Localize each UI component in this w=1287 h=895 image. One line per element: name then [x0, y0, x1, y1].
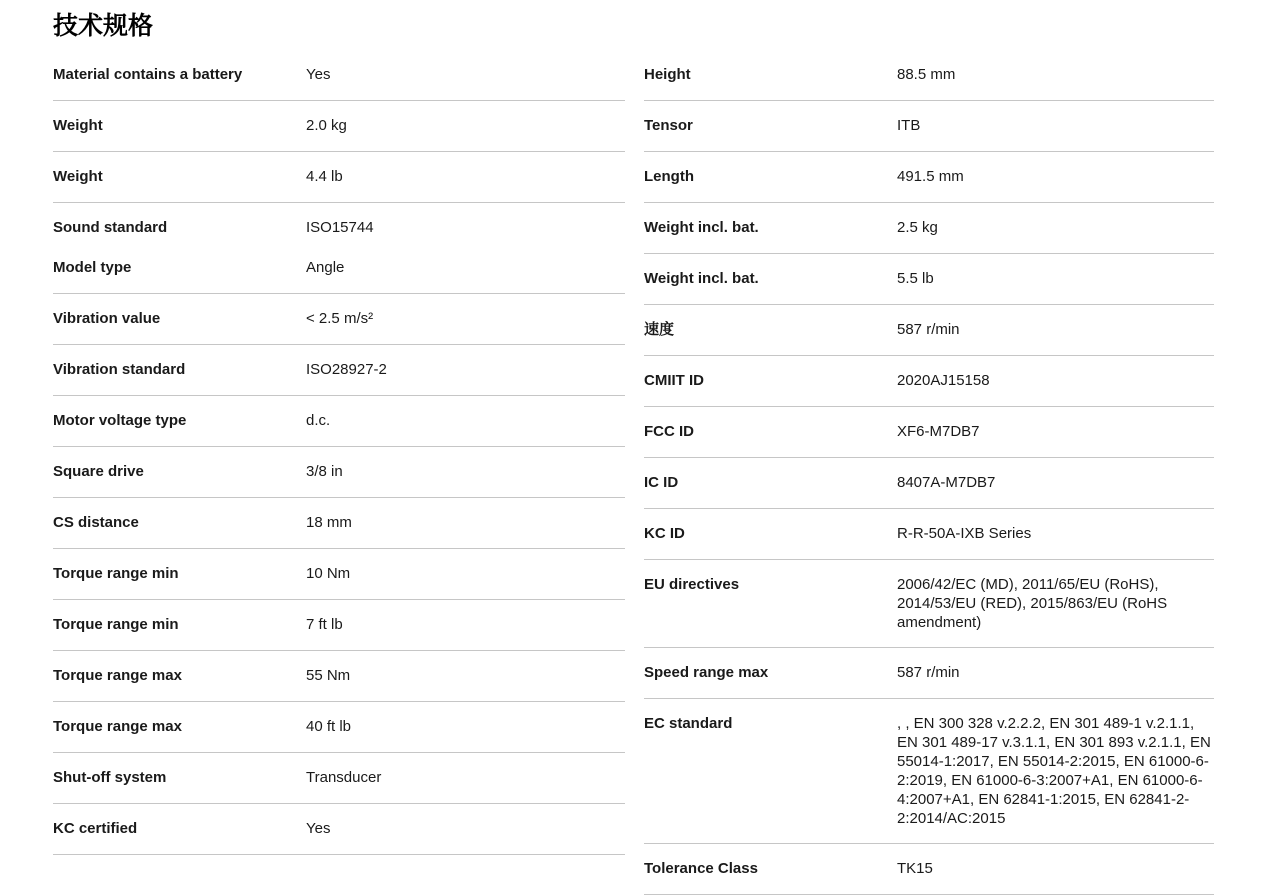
- spec-pair: [53, 258, 625, 278]
- spec-pair: [53, 666, 625, 686]
- spec-label: Weight incl. bat.: [644, 270, 759, 287]
- spec-row: [53, 203, 625, 294]
- spec-pair: [53, 218, 625, 238]
- spec-pair: [53, 411, 625, 431]
- spec-pair: [644, 116, 1214, 136]
- spec-value: ISO28927-2: [306, 361, 387, 378]
- spec-pair: [53, 768, 625, 788]
- spec-value: 7 ft lb: [306, 616, 343, 633]
- spec-row: [53, 345, 625, 396]
- page-title: 技术规格: [53, 12, 154, 40]
- spec-label: Shut-off system: [53, 769, 167, 786]
- spec-grid: [53, 50, 1287, 895]
- spec-row: [644, 699, 1214, 844]
- spec-row: [644, 152, 1214, 203]
- spec-pair: [644, 422, 1214, 442]
- spec-row: [53, 447, 625, 498]
- spec-pair: [53, 513, 625, 533]
- spec-row: [644, 254, 1214, 305]
- spec-label: FCC ID: [644, 423, 694, 440]
- spec-value: 2006/42/EC (MD), 2011/65/EU (RoHS), 2014/53/EU (RED), 2015/863/EU (RoHS amendment): [897, 576, 1168, 631]
- spec-pair: [53, 615, 625, 635]
- spec-table-right: [644, 50, 1214, 895]
- spec-row: [53, 50, 625, 101]
- spec-label: Model type: [53, 259, 132, 276]
- spec-pair: [644, 473, 1214, 493]
- spec-row: [53, 101, 625, 152]
- spec-pair: [53, 360, 625, 380]
- spec-pair: [644, 218, 1214, 238]
- spec-row: [644, 407, 1214, 458]
- spec-row: [53, 396, 625, 447]
- spec-value: TK15: [897, 860, 933, 877]
- spec-row: [644, 509, 1214, 560]
- spec-pair: [644, 65, 1214, 85]
- spec-row: [53, 651, 625, 702]
- spec-pair: [53, 462, 625, 482]
- spec-pair: [53, 65, 625, 85]
- spec-value: 5.5 lb: [897, 270, 934, 287]
- spec-label: CMIIT ID: [644, 372, 704, 389]
- spec-label: CS distance: [53, 514, 139, 531]
- spec-value: d.c.: [306, 412, 331, 429]
- spec-pair: [53, 309, 625, 329]
- spec-value: 2.5 kg: [897, 219, 938, 236]
- spec-label: Length: [644, 168, 694, 185]
- spec-value: 88.5 mm: [897, 66, 956, 83]
- spec-value: 10 Nm: [306, 565, 351, 582]
- spec-value: Angle: [306, 259, 345, 276]
- spec-row: [644, 458, 1214, 509]
- spec-row: [644, 305, 1214, 356]
- spec-value: Yes: [306, 66, 331, 83]
- spec-label: Material contains a battery: [53, 66, 243, 83]
- spec-value: , , EN 300 328 v.2.2.2, EN 301 489-1 v.2.1.1, EN 301 489-17 v.3.1.1, EN 301 893 v.2.1.1, EN 55014-1:2017, EN 55014-2:2015, EN 61000-6-2:2019, EN 61000-6-3:2007+A1, EN 61000-6-4:2007+A1, EN 62841-1:2015, EN 62841-2-2:2014/AC:2015: [897, 715, 1211, 827]
- spec-row: [644, 356, 1214, 407]
- spec-value: 2.0 kg: [306, 117, 347, 134]
- spec-label: Sound standard: [53, 219, 168, 236]
- spec-pair: [644, 269, 1214, 289]
- spec-label: Weight: [53, 168, 103, 185]
- spec-label: Motor voltage type: [53, 412, 187, 429]
- spec-row: [53, 549, 625, 600]
- spec-label: Tolerance Class: [644, 860, 758, 877]
- spec-label: Vibration standard: [53, 361, 186, 378]
- spec-pair: [644, 167, 1214, 187]
- spec-row: [53, 804, 625, 855]
- spec-row: [644, 101, 1214, 152]
- spec-row: [53, 702, 625, 753]
- spec-label: EC standard: [644, 715, 733, 732]
- spec-value: 3/8 in: [306, 463, 343, 480]
- spec-pair: [53, 564, 625, 584]
- spec-row: [53, 152, 625, 203]
- spec-value: 18 mm: [306, 514, 352, 531]
- spec-value: Yes: [306, 820, 331, 837]
- spec-label: EU directives: [644, 576, 740, 593]
- spec-label: Weight incl. bat.: [644, 219, 759, 236]
- spec-value: < 2.5 m/s²: [306, 310, 374, 327]
- spec-value: 2020AJ15158: [897, 372, 990, 389]
- spec-pair: [53, 717, 625, 737]
- spec-value: ITB: [897, 117, 921, 134]
- spec-row: [644, 844, 1214, 895]
- spec-label: Torque range min: [53, 565, 179, 582]
- spec-label: Square drive: [53, 463, 144, 480]
- spec-value: 587 r/min: [897, 664, 960, 681]
- spec-label: KC certified: [53, 820, 138, 837]
- spec-pair: [644, 371, 1214, 391]
- spec-label: Torque range min: [53, 616, 179, 633]
- spec-value: 8407A-M7DB7: [897, 474, 996, 491]
- spec-pair: [644, 575, 1214, 632]
- spec-value: ISO15744: [306, 219, 374, 236]
- spec-pair: [644, 320, 1214, 340]
- spec-row: [53, 753, 625, 804]
- spec-pair: [644, 859, 1214, 879]
- spec-value: 491.5 mm: [897, 168, 964, 185]
- spec-label: KC ID: [644, 525, 685, 542]
- spec-label: Tensor: [644, 117, 693, 134]
- spec-label: Height: [644, 66, 691, 83]
- spec-value: 587 r/min: [897, 321, 960, 338]
- spec-row: [53, 600, 625, 651]
- spec-value: XF6-M7DB7: [897, 423, 980, 440]
- spec-value: Transducer: [306, 769, 382, 786]
- spec-value: 40 ft lb: [306, 718, 352, 735]
- spec-pair: [53, 819, 625, 839]
- spec-row: [644, 560, 1214, 648]
- spec-row: [644, 203, 1214, 254]
- spec-value: R-R-50A-IXB Series: [897, 525, 1032, 542]
- spec-value: 4.4 lb: [306, 168, 343, 185]
- spec-label: Vibration value: [53, 310, 161, 327]
- spec-row: [53, 498, 625, 549]
- spec-row: [53, 294, 625, 345]
- spec-pair: [644, 714, 1214, 828]
- spec-label: Speed range max: [644, 664, 769, 681]
- spec-label: IC ID: [644, 474, 679, 491]
- spec-pair: [644, 524, 1214, 544]
- spec-label: Weight: [53, 117, 103, 134]
- spec-row: [644, 50, 1214, 101]
- spec-pair: [53, 167, 625, 187]
- spec-label: Torque range max: [53, 667, 182, 684]
- spec-row: [644, 648, 1214, 699]
- spec-label: Torque range max: [53, 718, 182, 735]
- spec-pair: [644, 663, 1214, 683]
- spec-label: 速度: [644, 321, 675, 338]
- spec-table-left: [53, 50, 625, 895]
- spec-value: 55 Nm: [306, 667, 351, 684]
- spec-pair: [53, 116, 625, 136]
